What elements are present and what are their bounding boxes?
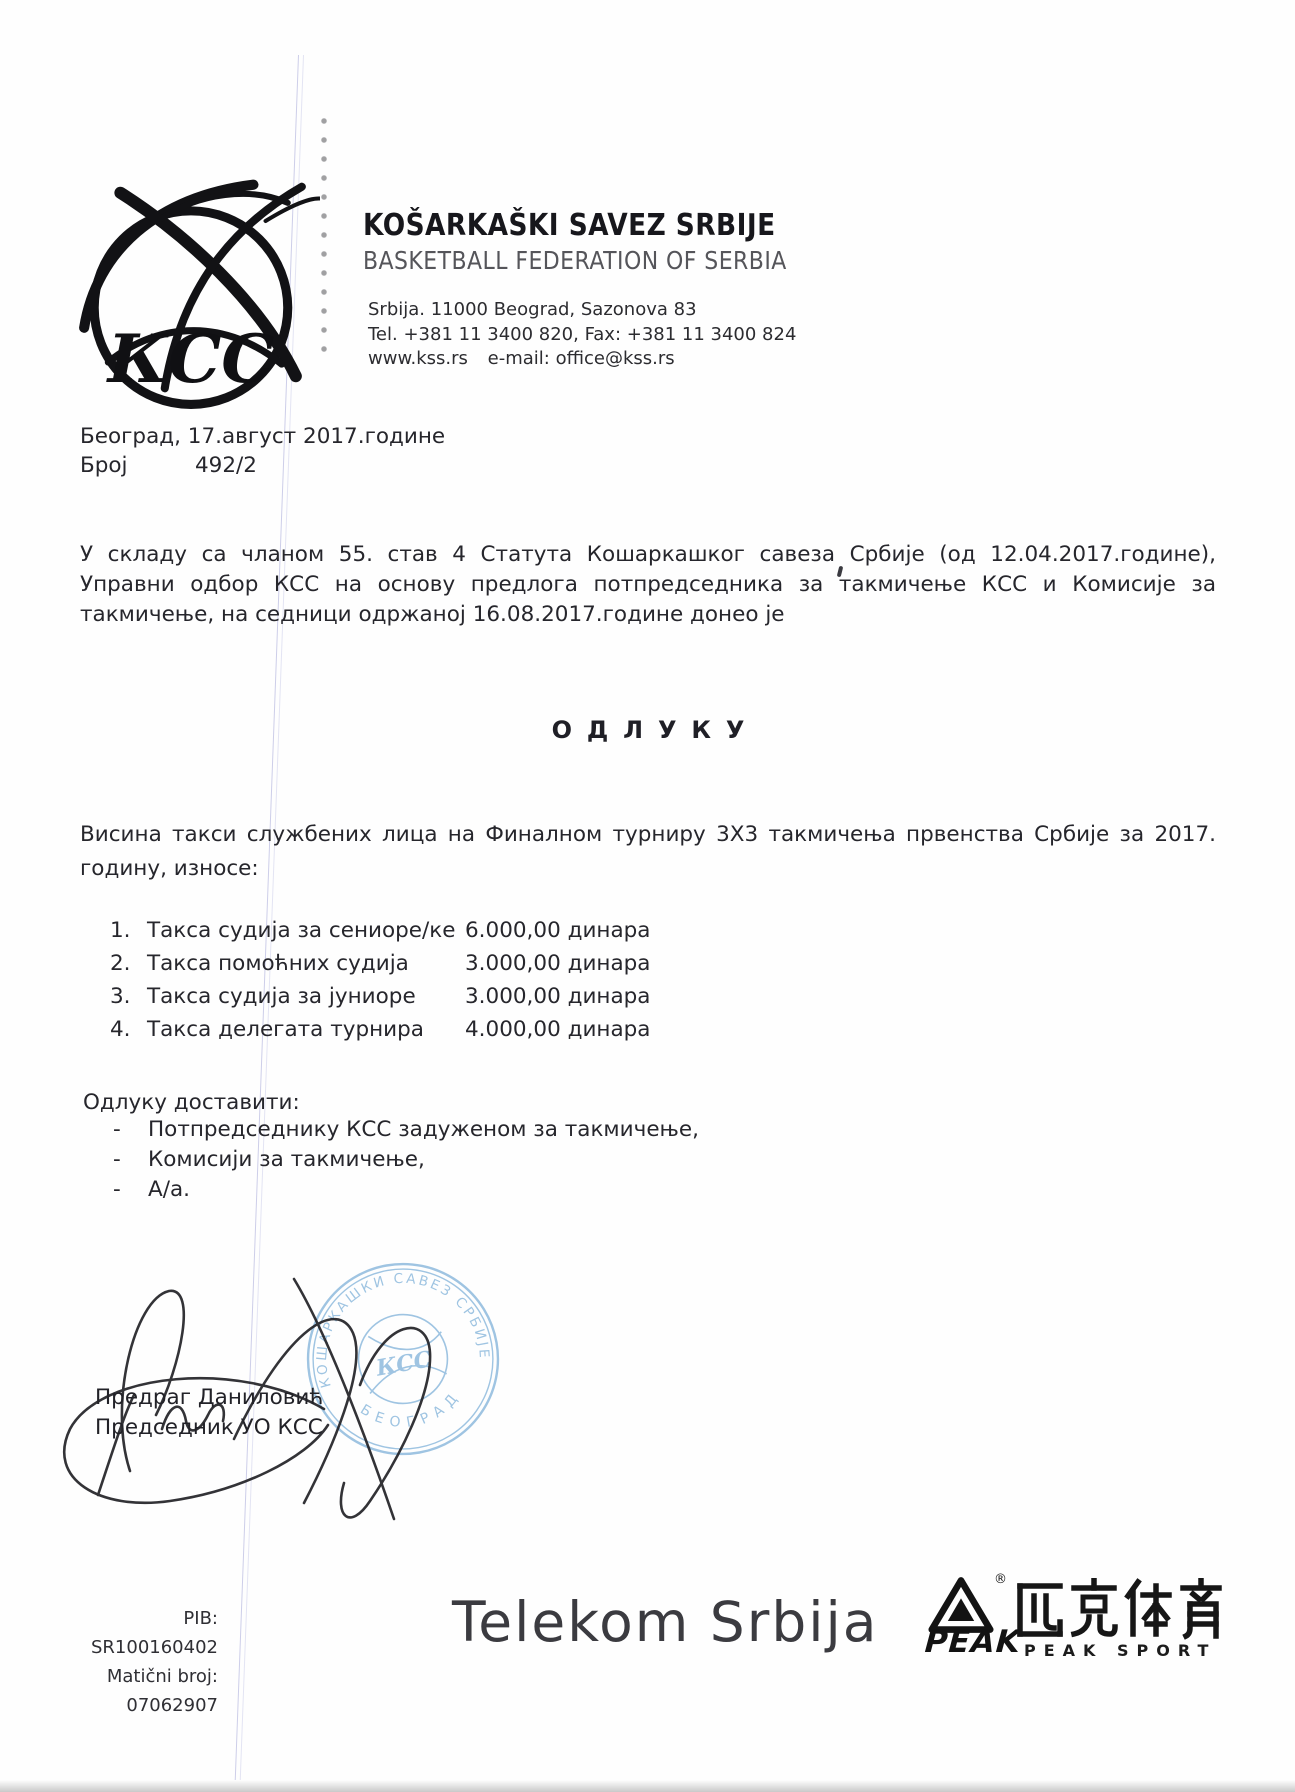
org-subtitle: BASKETBALL FEDERATION OF SERBIA (363, 246, 787, 275)
peak-wordmark: PEAK (923, 1624, 1023, 1660)
distribution-item-text: Потпредседнику КСС задуженом за такмичење, (148, 1117, 699, 1142)
stamp-arc-text-top: КОШАРКАШКИ САВЕЗ СРБИЈЕ (313, 1270, 493, 1390)
distribution-item-text: Комисији за такмичење, (148, 1147, 425, 1172)
decision-body-line-1: Висина такси службених лица на Финалном турниру 3X3 такмичења првенства Србије за 2017. (80, 822, 1216, 847)
org-title: KOŠARKAŠKI SAVEZ SRBIJE (363, 208, 776, 243)
dash-bullet: - (113, 1177, 121, 1202)
fee-number: 1. (110, 918, 131, 943)
fee-number: 4. (110, 1017, 131, 1042)
distribution-block (83, 1090, 699, 1207)
org-phone-fax: Tel. +381 11 3400 820, Fax: +381 11 3400 824 (368, 324, 797, 345)
fee-number: 2. (110, 951, 131, 976)
number-value: 492/2 (195, 453, 257, 478)
binder-dots (320, 116, 330, 364)
org-website: www.kss.rs (368, 348, 468, 369)
document-number-row (80, 453, 380, 478)
intro-line-3: такмичење, на седници одржаној 16.08.2017.године донео је (80, 602, 785, 627)
kss-basketball-logo-icon (68, 156, 320, 418)
stamp-center-letters: КСС (374, 1346, 434, 1382)
fee-amount: 6.000,00 динара (465, 918, 651, 943)
fee-list (110, 918, 650, 1050)
fee-row (110, 951, 650, 984)
distribution-item-text: А/а. (148, 1177, 190, 1202)
fee-row (110, 918, 650, 951)
distribution-item (83, 1147, 699, 1177)
org-email: e-mail: office@kss.rs (487, 348, 675, 369)
stamp-arc-text-bottom: БЕОГРАД (357, 1386, 466, 1432)
org-address: Srbija. 11000 Beograd, Sazonova 83 (368, 299, 697, 320)
city-date-line: Београд, 17.август 2017.године (80, 424, 446, 449)
fee-number: 3. (110, 984, 131, 1009)
signer-name: Предраг Даниловић (95, 1385, 324, 1410)
org-web-email (368, 348, 675, 369)
decision-body (80, 818, 1216, 886)
fee-amount: 3.000,00 динара (465, 951, 651, 976)
fee-label: Такса помоћних судија (147, 951, 409, 976)
peak-chinese-logotype (1016, 1578, 1224, 1640)
registered-trademark-mark: ® (994, 1572, 1007, 1587)
fee-label: Такса судија за сениоре/ке (147, 918, 456, 943)
decision-title: ОДЛУКУ (551, 716, 760, 744)
distribution-heading: Одлуку доставити: (83, 1090, 300, 1115)
decision-body-line-2: годину, износе: (80, 856, 259, 881)
registry-numbers (56, 1604, 218, 1720)
number-label: Број (80, 453, 128, 478)
dash-bullet: - (113, 1147, 121, 1172)
fee-label: Такса делегата турнира (147, 1017, 424, 1042)
intro-line-1: У складу са чланом 55. став 4 Статута Кошаркашког савеза Србије (од 12.04.2017.године), (80, 542, 1216, 567)
intro-paragraph (80, 540, 1216, 630)
fee-label: Такса судија за јуниоре (147, 984, 416, 1009)
telekom-srbija-logo: Telekom Srbija (452, 1590, 879, 1654)
signer-block (95, 1383, 323, 1443)
scan-bottom-edge (0, 1780, 1295, 1792)
pib-number: PIB: SR100160402 (90, 1608, 218, 1658)
fee-amount: 3.000,00 динара (465, 984, 651, 1009)
fee-amount: 4.000,00 динара (465, 1017, 651, 1042)
dash-bullet: - (113, 1117, 121, 1142)
intro-line-2: Управни одбор КСС на основу предлога потпредседника за такмичење КСС и Комисије за (80, 572, 1216, 597)
fee-row (110, 1017, 650, 1050)
kss-logo-letters: КСС (107, 320, 275, 399)
signer-title: Председник УО КСС (95, 1415, 323, 1440)
maticni-broj: Matični broj: 07062907 (106, 1666, 218, 1716)
fee-row (110, 984, 650, 1017)
peak-sport-caption: PEAK SPORT (1024, 1641, 1217, 1660)
distribution-item (83, 1177, 699, 1207)
distribution-item (83, 1117, 699, 1147)
